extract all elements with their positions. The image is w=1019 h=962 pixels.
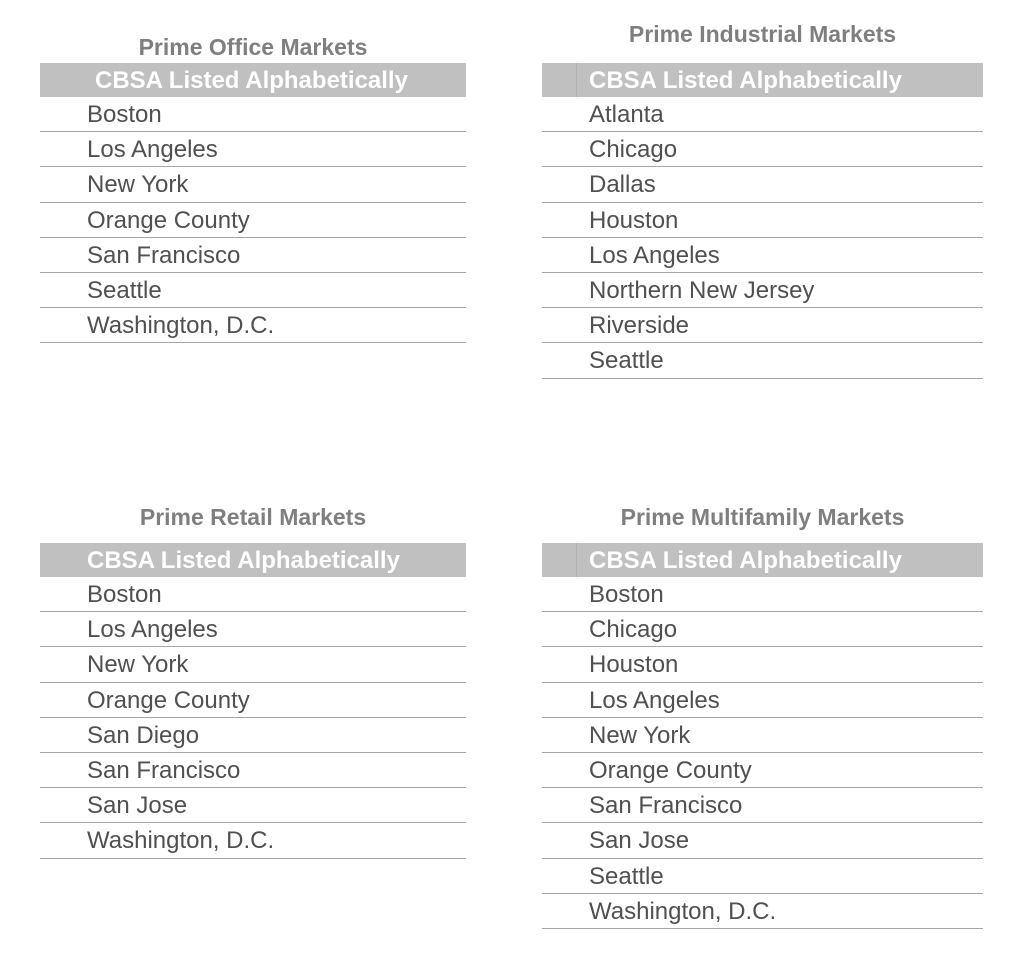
list-item: Chicago	[542, 612, 983, 647]
office-markets-list	[40, 97, 466, 343]
list-item: Riverside	[542, 308, 983, 343]
list-item: Boston	[40, 577, 466, 612]
multifamily-markets-title: Prime Multifamily Markets	[620, 504, 905, 530]
list-item: Northern New Jersey	[542, 273, 983, 308]
list-item: San Jose	[542, 823, 983, 858]
list-item: Los Angeles	[40, 132, 466, 167]
list-item: Orange County	[40, 683, 466, 718]
industrial-markets-list	[542, 97, 983, 379]
list-item: Seattle	[542, 343, 983, 378]
list-item: New York	[40, 647, 466, 682]
header-divider	[576, 543, 577, 577]
list-item: San Diego	[40, 718, 466, 753]
list-item: Los Angeles	[542, 238, 983, 273]
list-item: Los Angeles	[542, 683, 983, 718]
list-item: Chicago	[542, 132, 983, 167]
header-divider	[576, 63, 577, 97]
office-table-header: CBSA Listed Alphabetically	[40, 63, 466, 97]
industrial-header-label: CBSA Listed Alphabetically	[589, 67, 902, 94]
multifamily-table-header	[542, 543, 983, 577]
list-item: Houston	[542, 203, 983, 238]
list-item: Los Angeles	[40, 612, 466, 647]
list-item: Washington, D.C.	[40, 308, 466, 343]
list-item: Seattle	[40, 273, 466, 308]
industrial-table-header	[542, 63, 983, 97]
list-item: Boston	[542, 577, 983, 612]
multifamily-header-label: CBSA Listed Alphabetically	[589, 547, 902, 574]
list-item: San Francisco	[40, 238, 466, 273]
list-item: Orange County	[542, 753, 983, 788]
list-item: Dallas	[542, 167, 983, 202]
list-item: New York	[40, 167, 466, 202]
list-item: San Francisco	[40, 753, 466, 788]
list-item: Orange County	[40, 203, 466, 238]
list-item: Washington, D.C.	[542, 894, 983, 929]
multifamily-markets-list	[542, 577, 983, 929]
retail-table-header: CBSA Listed Alphabetically	[40, 543, 466, 577]
list-item: San Jose	[40, 788, 466, 823]
list-item: Boston	[40, 97, 466, 132]
industrial-markets-title: Prime Industrial Markets	[628, 21, 897, 47]
list-item: Washington, D.C.	[40, 823, 466, 858]
list-item: Houston	[542, 647, 983, 682]
list-item: Atlanta	[542, 97, 983, 132]
list-item: San Francisco	[542, 788, 983, 823]
list-item: Seattle	[542, 859, 983, 894]
office-markets-title: Prime Office Markets	[138, 34, 368, 60]
list-item: New York	[542, 718, 983, 753]
retail-markets-list	[40, 577, 466, 859]
retail-markets-title: Prime Retail Markets	[139, 504, 367, 530]
